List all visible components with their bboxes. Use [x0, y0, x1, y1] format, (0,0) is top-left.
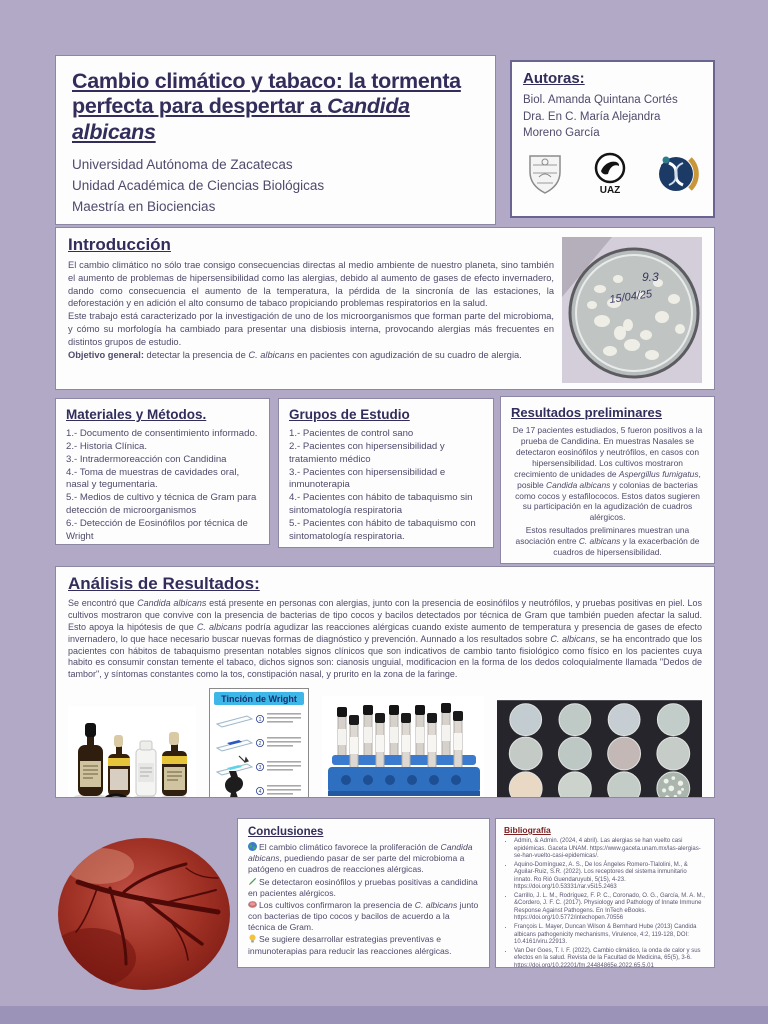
poster-footer-strip [0, 1006, 768, 1024]
introduction-card [55, 227, 715, 390]
analysis-card [55, 566, 715, 798]
conclusions-heading: Conclusiones [248, 826, 324, 838]
list-item: 4.- Toma de muestras de cavidades oral, nasal y tegumentaria. [66, 466, 240, 491]
petri-dish-grid-photo [497, 700, 702, 798]
author-name: Biol. Amanda Quintana Cortés [523, 94, 678, 106]
list-item: 6.- Detección de Eosinófilos por técnica de Wright [66, 517, 248, 542]
bibliography-heading: Bibliografía [504, 825, 551, 835]
uaz-logo-text: UAZ [599, 185, 620, 197]
conclusion-item [248, 900, 479, 934]
institution-line: Unidad Académica de Ciencias Biológicas [72, 178, 325, 193]
conclusion-text: Se detectaron eosinófilos y pruebas positivas a candidina en pacientes alérgicos. [248, 876, 478, 898]
petri-handwriting-date: 15/04/25 [608, 288, 653, 306]
preliminary-results-heading: Resultados preliminares [511, 405, 662, 420]
analysis-paragraph: Se encontró que Candida albicans está presente en personas con alergias, junto con la presencia de eosinófilos y neutrófilos, y pruebas positivas en piel. Los cultivos mostraron que convive con la presencia de bacterias de tipo cocos y bacilos detectados por técnica de Gram que también pueden afectar la salud. Esto apoya la hipótesis de que C. albicans podría agudizar las reacciones alérgicas cuando existe aumento de temperatura y presencia de gases de efecto invernadero, lo que hace necesario buscar nuevas formas de diagnóstico y prevención. Aunnado a los resultados sobre C. albicans, se ha encontrado que los pacientes con hábitos de tabaquismo presentan notables signos clínicos que son indicativos de cambio tanto fisiológico como físico en los pacientes cuya habito es consumir constan temente el tabaco, dichos signos son: cianosis unguial, modificacion en la forma de los dedos coloquialmente llamada "Dedos de tambor", y síntomas constantes como la tos, constipación nasal, y prurito en la zona de la faringe. [68, 598, 702, 680]
objective-line: Objetivo general: detectar la presencia de C. albicans en pacientes con agudización de su cuadro de alergia. [68, 349, 522, 360]
petri-handwriting-number: 9.3 [642, 270, 659, 284]
study-groups-card [278, 398, 494, 548]
conclusion-item [248, 877, 479, 899]
authors-heading: Autoras: [523, 70, 585, 87]
conclusion-text: Se sugiere desarrollar estrategias preventivas e inmunoterapias para reducir las reacciones alérgicas. [248, 934, 452, 956]
author-name: Dra. En C. María Alejandra Moreno García [523, 110, 661, 140]
conclusion-text: El cambio climático favorece la proliferación de Candida albicans, puediendo pasar de ser parte del microbioma a patógeno en cuadros de reacciones alérgicas. [248, 842, 473, 875]
preliminary-results-card [500, 396, 715, 564]
microscopy-photo [58, 838, 230, 990]
test-tube-rack-photo [322, 696, 484, 798]
bibliography-entry: • Admin, & Admin. (2024, 4 abril). Las alergias se han vuelto casi epidémicas. Gaceta UNAM. https://www.gaceta.unam.mx/las-alergias-se-han-vuelto-casi-epidemicas/. [514, 838, 706, 861]
petri-dish-icon [248, 900, 257, 909]
petri-dish-photo [562, 237, 702, 383]
institution-line: Universidad Autónoma de Zacatecas [72, 157, 293, 173]
list-item: 2.- Pacientes con hipersensibilidad y tratamiento médico [289, 440, 445, 465]
conclusions-card [237, 818, 490, 968]
authors-card [510, 60, 715, 218]
conclusion-item [248, 842, 479, 876]
conclusion-text: Los cultivos confirmaron la presencia de C. albicans junto con bacterias de tipo cocos y bacilos de acuerdo a la técnica de Gram. [248, 899, 479, 933]
title-card [55, 55, 496, 225]
lightbulb-icon [248, 934, 257, 943]
bibliography-entry: • Aquino-Domínguez, A. S., De los Ángeles Romero-Tlalolini, M., & Aguilar-Ruiz, S.R. (2022). Los receptores del sistema inmunitario innato. Ro Rió Guendaruyubi, 5(15), 4-23. https://doi.org/10.53331/rar.v5i15.2463 [514, 862, 706, 892]
bibliography-card [495, 818, 715, 968]
preliminary-results-paragraph: Estos resultados preliminares muestran una asociación entre C. albicans y la exacerbación de cuadros de hipersensibilidad. [515, 525, 700, 558]
bibliography-entry: • Van Der Goes, T. I. F. (2022). Cambio climático, la onda de calor y sus efectos en la salud. Revista de la Facultad de Medicina, 65(5), 3-6. https://doi.org/10.22201/fm.24484865e.2022.65.5.01 [514, 948, 706, 968]
materials-card [55, 398, 270, 545]
bibliography-entry: • Carrillo, J. L. M., Rodríguez, F. P. C., Coronado, O. G., García, M. A. M., &Cordero, J. F. C. (2017). Physiology and Pathology of Innate Immune Response Against Pathogens. En InTech eBooks. https://doi.org/10.5772/intechopen.70556 [514, 893, 706, 923]
uaz-crest-logo [525, 151, 565, 197]
uaz-biology-bird-logo [590, 151, 630, 197]
wright-infographic-title: Tinción de Wright [221, 694, 297, 705]
introduction-heading: Introducción [68, 235, 171, 254]
poster-title: Cambio climático y tabaco: la tormenta perfecta para despertar a Candida albicans [72, 69, 461, 144]
list-item: 5.- Medios de cultivo y técnica de Gram para detección de microorganismos [66, 492, 257, 517]
list-item: 1.- Documento de consentimiento informado. [66, 428, 258, 439]
wright-step-number: 3 [258, 765, 262, 772]
logos-row [523, 151, 702, 197]
list-item: 4.- Pacientes con hábito de tabaquismo sin sintomatología respiratoria [289, 492, 473, 517]
bibliography-entry: • François L. Mayer, Duncan Wilson & Bernhard Hube (2013) Candida albicans pathogenicity mechanisms, Virulence, 4:2, 119-128, DOI: 10.4161/viru.22913. [514, 924, 706, 947]
pencil-icon [248, 877, 257, 886]
preliminary-results-paragraph: De 17 pacientes estudiados, 5 fueron positivos a la prueba de Candidina. En muestras Nasales se detectaron eosinófilos y neutrófilos, en casos con hipersensibilidad. Los cultivos mostraron crecimiento de unidades de Aspergillus fumigatus, posible Candida albicans y colonias de bacterias como cocos y estafilococos. Estos datos sugieren su participación en la agudización de cuadros alérgicos. [512, 425, 703, 523]
reagent-bottles-photo [68, 706, 196, 798]
biosciences-dna-logo [654, 151, 700, 197]
analysis-heading: Análisis de Resultados: [68, 574, 260, 593]
list-item: 5.- Pacientes con hábito de tabaquismo con sintomatología respiratoria. [289, 517, 476, 542]
introduction-paragraph: Este trabajo está caracterizado por la investigación de uno de los microorganismos que forman parte del microbioma, y cómo su morfología ha cambiado para presentar una disbiosis interna, provocando alergias más frecuentes en distintos grupos de estudio. [68, 311, 554, 347]
wright-stain-infographic [209, 688, 309, 798]
materials-heading: Materiales y Métodos. [66, 407, 207, 422]
wright-step-number: 4 [258, 789, 262, 796]
list-item: 1.- Pacientes de control sano [289, 428, 414, 439]
institution-line: Maestría en Biociencias [72, 198, 216, 214]
list-item: 2.- Historia Clínica. [66, 440, 148, 452]
study-groups-heading: Grupos de Estudio [289, 407, 410, 422]
bibliography-list [506, 838, 706, 968]
globe-icon [248, 842, 257, 851]
list-item: 3.- Intradermoreacción con Candidina [66, 453, 227, 465]
wright-step-number: 1 [258, 717, 262, 724]
list-item: 3.- Pacientes con hipersensibilidad e inmunoterapia [289, 466, 446, 491]
wright-step-number: 2 [258, 741, 262, 748]
conclusion-item [248, 934, 479, 956]
analysis-figures-row [68, 688, 702, 798]
introduction-paragraph: El cambio climático no sólo trae consigo consecuencias directas al medio ambiente de nuestro planeta, sino también el aumento de problemas de hipersensibilidad como las alergias, debido al aumento de gases de efecto invernadero, dando como consecuencia el aumento de la temperatura, la pérdida de la sincronía de las estaciones, la deforestación y en adición el alto consumo de tabaco propiciando problemas respiratorios en la salud. [68, 260, 554, 309]
